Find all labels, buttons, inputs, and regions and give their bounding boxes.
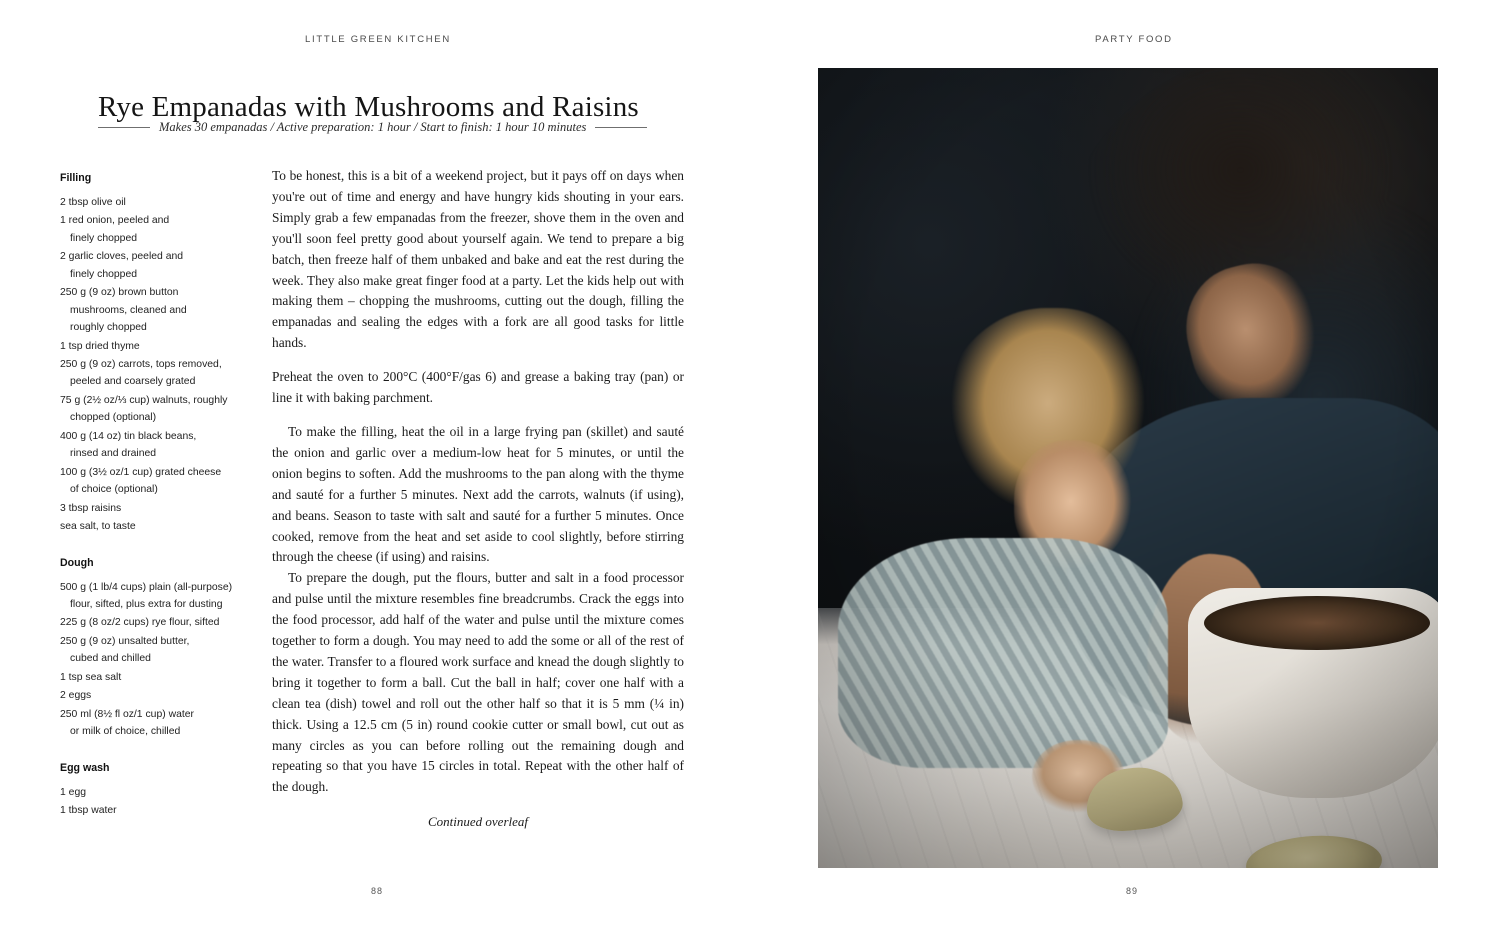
ingredient-text: 1 red onion, peeled and — [60, 215, 170, 227]
ingredient-text-continued: finely chopped — [70, 232, 138, 244]
ingredient-item — [60, 212, 255, 247]
ingredient-text: 250 ml (8½ fl oz/1 cup) water — [60, 708, 194, 720]
ingredient-item — [60, 687, 255, 704]
ingredient-text-continued: rinsed and drained — [70, 448, 157, 460]
meta-rule-left — [98, 127, 150, 128]
ingredient-group — [60, 760, 255, 820]
ingredient-item — [60, 464, 255, 499]
ingredient-item — [60, 784, 255, 801]
ingredient-text: sea salt, to taste — [60, 521, 136, 533]
photo-bowl-filling — [1204, 596, 1430, 650]
step-paragraph-2: To make the filling, heat the oil in a large frying pan (skillet) and sauté the onion and garlic over a medium-low heat for 5 minutes, or until the onion begins to soften. Add the mushrooms to the pan along with the thyme and sauté for a further 5 minutes. Next add the carrots, walnuts (if using), and beans. Season to taste with salt and sauté for a further 5 minutes. Once cooked, remove from the heat and set aside to cool slightly, before stirring through the cheese (if using) and raisins. — [272, 423, 684, 565]
intro-paragraph: To be honest, this is a bit of a weekend project, but it pays off on days when you're out of time and energy and have hungry kids shouting in your ears. Simply grab a few empanadas from the freezer, shove them in the oven and you'll soon feel pretty good about yourself again. We tend to prepare a big batch, then freeze half of them unbaked and bake and eat the rest during the week. They also make great finger food at a party. Let the kids help out with making them – chopping the mushrooms, cutting out the dough, filling the empanadas and sealing the edges with a fork are all good tasks for little hands. — [272, 168, 684, 351]
step-paragraph-3: To prepare the dough, put the flours, butter and salt in a food processor and pulse until the mixture resembles fine breadcrumbs. Crack the eggs into the food processor, add half of the water and pulse until the mixture comes together to form a dough. You may need to add the some or all of the rest of the water. Transfer to a floured work surface and knead the dough slightly to bring it together to form a ball. Cut the ball in half; cover one half with a clean tea (dish) towel and roll out the other half so that it is 5 mm (¼ in) thick. Using a 12.5 cm (5 in) round cookie cutter or small bowl, cut out as many circles as you can before rolling out the remaining dough and repeating so that you have 15 circles in total. Repeat with the other half of the dough. — [272, 570, 684, 795]
ingredient-group — [60, 170, 255, 536]
ingredient-text-continued: peeled and coarsely grated — [70, 376, 196, 388]
ingredient-text: 75 g (2½ oz/⅓ cup) walnuts, roughly — [60, 394, 228, 406]
ingredient-item — [60, 706, 255, 741]
ingredient-item — [60, 428, 255, 463]
ingredient-item — [60, 392, 255, 427]
running-head-left: LITTLE GREEN KITCHEN — [305, 34, 451, 45]
recipe-photo — [818, 68, 1438, 868]
ingredient-group-heading: Egg wash — [60, 761, 110, 774]
ingredient-text-continued: mushrooms, cleaned and — [70, 304, 187, 316]
ingredient-text: 1 tsp dried thyme — [60, 340, 140, 352]
ingredient-item — [60, 500, 255, 517]
ingredient-item — [60, 802, 255, 819]
ingredient-text: 1 tsp sea salt — [60, 671, 122, 683]
ingredient-item — [60, 579, 255, 614]
ingredient-text: 1 egg — [60, 786, 87, 798]
ingredient-text: 2 eggs — [60, 690, 92, 702]
ingredient-text: 100 g (3½ oz/1 cup) grated cheese — [60, 466, 222, 478]
ingredient-text: 2 tbsp olive oil — [60, 196, 126, 208]
ingredient-group-heading: Filling — [60, 172, 92, 184]
ingredient-text: 1 tbsp water — [60, 804, 117, 816]
ingredient-item — [60, 248, 255, 283]
ingredient-text-continued: or milk of choice, chilled — [70, 726, 181, 738]
ingredient-text-continued: cubed and chilled — [70, 653, 151, 665]
ingredient-item — [60, 633, 255, 668]
ingredient-text-continued: finely chopped — [70, 268, 138, 280]
ingredient-text: 3 tbsp raisins — [60, 502, 122, 514]
ingredient-item — [60, 356, 255, 391]
ingredient-text: 250 g (9 oz) unsalted butter, — [60, 635, 190, 647]
ingredient-text: 250 g (9 oz) brown button — [60, 287, 179, 299]
ingredient-item — [60, 669, 255, 686]
ingredient-text-continued: chopped (optional) — [70, 412, 157, 424]
folio-right: 89 — [1126, 886, 1139, 896]
ingredient-text: 225 g (8 oz/2 cups) rye flour, sifted — [60, 617, 220, 629]
folio-left: 88 — [371, 886, 384, 896]
ingredient-item — [60, 284, 255, 336]
ingredients-list — [60, 170, 255, 820]
recipe-method — [272, 166, 684, 833]
ingredient-text: 250 g (9 oz) carrots, tops removed, — [60, 359, 222, 371]
ingredient-item — [60, 338, 255, 355]
ingredient-text: 400 g (14 oz) tin black beans, — [60, 430, 197, 442]
ingredient-item — [60, 518, 255, 535]
meta-rule-right — [595, 127, 647, 128]
ingredient-group-heading: Dough — [60, 556, 94, 569]
continued-overleaf: Continued overleaf — [427, 814, 528, 830]
ingredient-item — [60, 194, 255, 211]
photo-child-sweater — [838, 538, 1168, 768]
step-paragraph-1: Preheat the oven to 200°C (400°F/gas 6) and grease a baking tray (pan) or line it with baking parchment. — [272, 369, 684, 406]
ingredient-text-continued: flour, sifted, plus extra for dusting — [70, 598, 223, 610]
ingredient-group — [60, 555, 255, 741]
right-page — [750, 0, 1500, 938]
ingredient-text: 2 garlic cloves, peeled and — [60, 251, 184, 263]
ingredient-item — [60, 614, 255, 631]
ingredient-text-continued: roughly chopped — [70, 322, 147, 334]
running-head-right: PARTY FOOD — [1095, 34, 1173, 45]
ingredient-text-continued: of choice (optional) — [70, 484, 158, 496]
page-title: Rye Empanadas with Mushrooms and Raisins — [98, 91, 639, 124]
recipe-meta-text: Makes 30 empanadas / Active preparation: 1 hour / Start to finish: 1 hour 10 minutes — [159, 120, 587, 134]
recipe-meta — [98, 120, 658, 135]
ingredient-text: 500 g (1 lb/4 cups) plain (all-purpose) — [60, 581, 233, 593]
